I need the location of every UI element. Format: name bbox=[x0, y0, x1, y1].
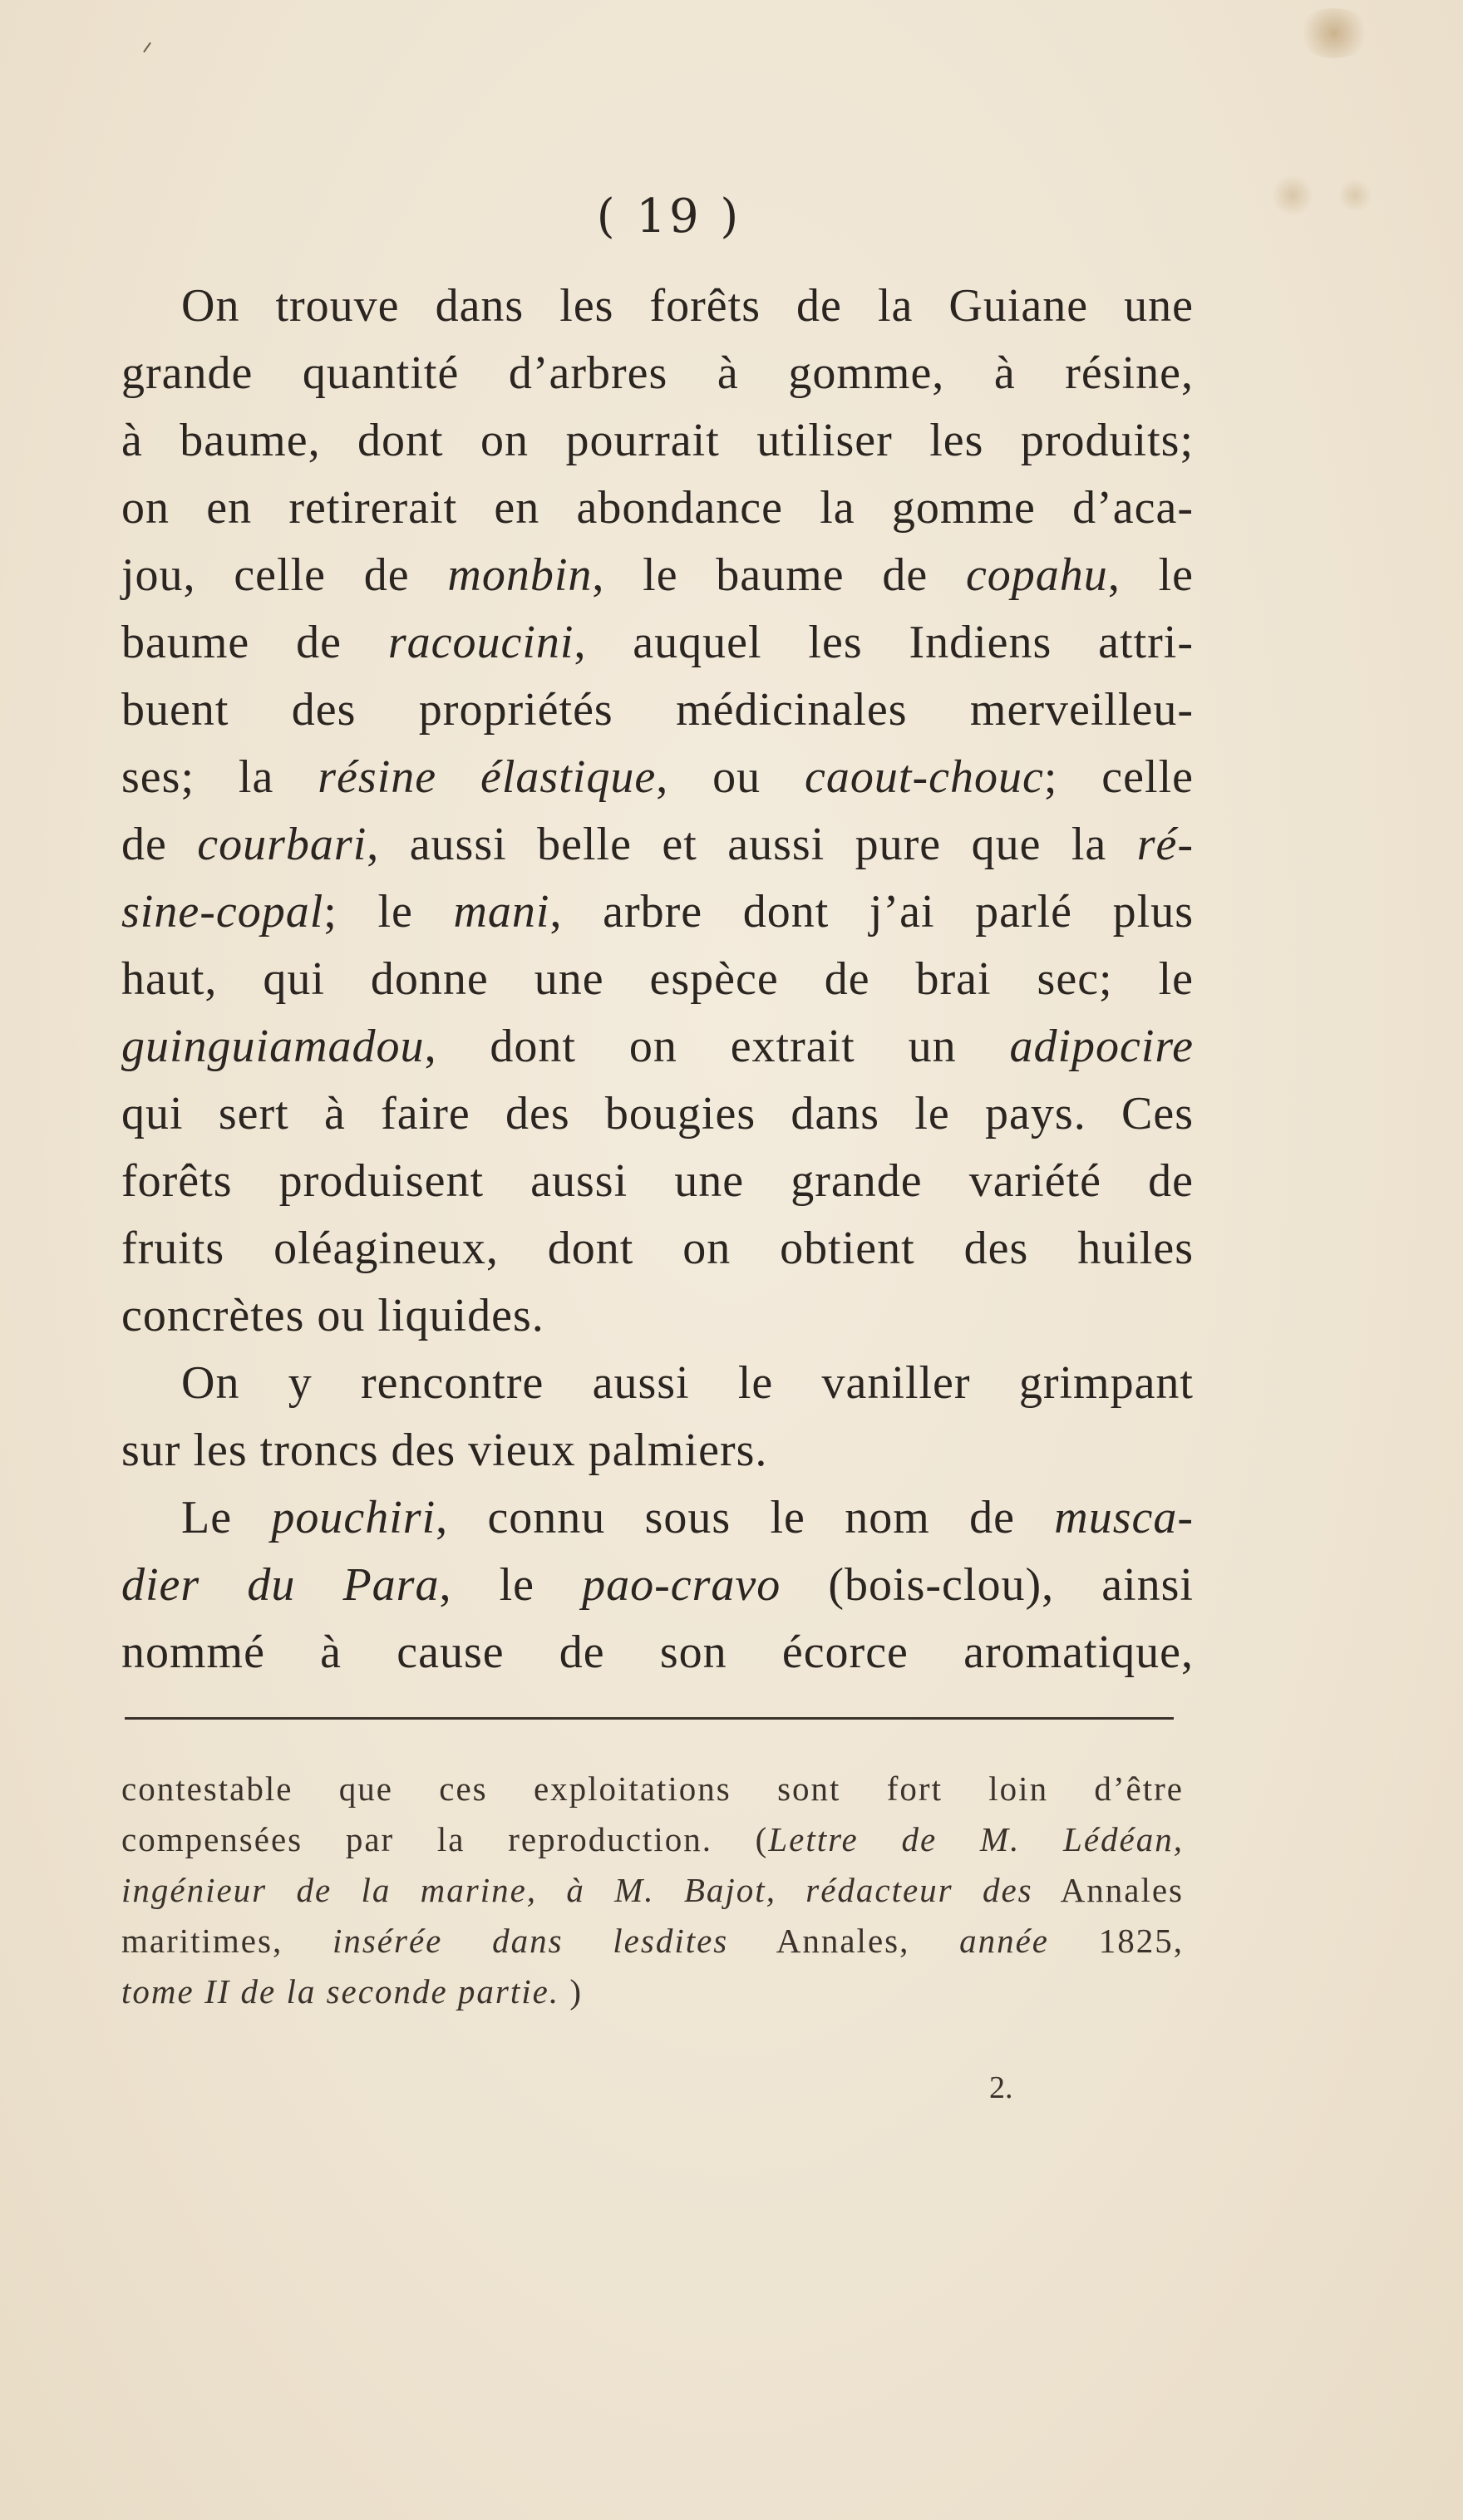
text-segment: nommé à cause de son écorce aromatique, bbox=[121, 1627, 1194, 1678]
foxing-stain bbox=[1338, 179, 1372, 212]
italic-term: monbin bbox=[447, 549, 593, 601]
text-line bbox=[121, 273, 1194, 340]
italic-term: ingénieur de la marine, à M. Bajot, rédacteur des bbox=[121, 1871, 1033, 1909]
printer-signature: 2. bbox=[989, 2070, 1013, 2105]
text-line bbox=[121, 1013, 1194, 1080]
text-segment: qui sert à faire des bougies dans le pays. Ces bbox=[121, 1088, 1194, 1139]
text-segment: à baume, dont on pourrait utiliser les produits; bbox=[121, 415, 1194, 466]
text-line bbox=[121, 475, 1194, 542]
italic-term: résine élastique bbox=[318, 751, 657, 803]
text-line bbox=[121, 946, 1194, 1013]
text-segment: sur les troncs des vieux palmiers. bbox=[121, 1425, 768, 1476]
text-segment: , le baume de bbox=[592, 549, 966, 601]
italic-term: sine-copal bbox=[121, 886, 324, 938]
italic-term: adipocire bbox=[1009, 1021, 1194, 1072]
text-segment: fruits oléagineux, dont on obtient des huiles bbox=[121, 1223, 1194, 1274]
text-segment: (bois-clou), ainsi bbox=[781, 1559, 1194, 1611]
text-segment: ; le bbox=[323, 886, 454, 938]
text-line bbox=[121, 1916, 1184, 1966]
text-line bbox=[121, 609, 1194, 677]
text-segment: haut, qui donne une espèce de brai sec; le bbox=[121, 953, 1194, 1005]
text-segment: buent des propriétés médicinales merveilleu- bbox=[121, 684, 1194, 736]
italic-term: pouchiri bbox=[271, 1492, 436, 1543]
text-segment: ses; la bbox=[121, 751, 318, 803]
text-segment: compensées par la reproduction. ( bbox=[121, 1820, 769, 1858]
text-segment: de bbox=[121, 819, 198, 870]
text-line bbox=[121, 1814, 1184, 1865]
text-line bbox=[121, 811, 1194, 879]
italic-term: année bbox=[959, 1922, 1049, 1960]
text-line bbox=[121, 407, 1194, 475]
text-segment: forêts produisent aussi une grande variété de bbox=[121, 1155, 1194, 1207]
text-line bbox=[121, 1865, 1184, 1916]
text-segment: Annales, bbox=[728, 1922, 960, 1960]
italic-term: mani bbox=[453, 886, 550, 938]
text-segment: , connu sous le nom de bbox=[436, 1492, 1055, 1543]
text-segment: , le bbox=[1107, 549, 1194, 601]
main-paragraphs bbox=[121, 273, 1194, 1686]
footnote bbox=[121, 1764, 1184, 2017]
footnote-divider bbox=[125, 1717, 1174, 1720]
text-segment: maritimes, bbox=[121, 1922, 332, 1960]
text-segment: jou, celle de bbox=[121, 549, 448, 601]
pencil-mark bbox=[143, 42, 151, 53]
text-line bbox=[121, 340, 1194, 407]
text-segment: ; celle bbox=[1043, 751, 1194, 803]
text-segment: ) bbox=[559, 1972, 583, 2011]
text-segment: On y rencontre aussi le vaniller grimpant bbox=[181, 1357, 1194, 1409]
text-segment: Annales bbox=[1032, 1871, 1185, 1909]
text-line bbox=[121, 542, 1194, 609]
text-line bbox=[121, 1282, 1194, 1350]
text-segment: on en retirerait en abondance la gomme d’aca- bbox=[121, 482, 1194, 534]
text-line bbox=[121, 1552, 1194, 1619]
text-line bbox=[121, 1484, 1194, 1552]
text-segment: contestable que ces exploitations sont fort loin d’être bbox=[121, 1769, 1184, 1808]
text-segment: baume de bbox=[121, 617, 388, 668]
italic-term: racoucini bbox=[387, 617, 574, 668]
italic-term: guinguiamadou bbox=[121, 1021, 425, 1072]
text-line bbox=[121, 1148, 1194, 1215]
text-line bbox=[121, 1619, 1194, 1686]
italic-term: musca- bbox=[1054, 1492, 1194, 1543]
text-segment: , ou bbox=[656, 751, 805, 803]
text-segment: Le bbox=[181, 1492, 272, 1543]
italic-term: dier du Para bbox=[121, 1559, 440, 1611]
page-number: ( 19 ) bbox=[596, 189, 742, 244]
italic-term: pao-cravo bbox=[582, 1559, 781, 1611]
text-line bbox=[121, 1350, 1194, 1417]
text-line bbox=[121, 744, 1194, 811]
text-segment: , auquel les Indiens attri- bbox=[574, 617, 1194, 668]
text-segment: 1825, bbox=[1049, 1922, 1184, 1960]
text-segment: grande quantité d’arbres à gomme, à résine, bbox=[121, 347, 1194, 399]
text-line bbox=[121, 879, 1194, 946]
text-segment: , arbre dont j’ai parlé plus bbox=[549, 886, 1194, 938]
text-line bbox=[121, 1764, 1184, 1814]
text-segment: concrètes ou liquides. bbox=[121, 1290, 544, 1341]
italic-term: tome II de la seconde partie. bbox=[121, 1972, 560, 2011]
italic-term: Lettre de M. Lédéan, bbox=[768, 1820, 1184, 1858]
text-line bbox=[121, 1966, 1184, 2017]
text-line bbox=[121, 1417, 1194, 1484]
foxing-stain bbox=[1297, 8, 1372, 58]
text-line bbox=[121, 1080, 1194, 1148]
text-line bbox=[121, 677, 1194, 744]
italic-term: insérée dans lesdites bbox=[332, 1922, 729, 1960]
text-segment: , le bbox=[439, 1559, 583, 1611]
text-line bbox=[121, 1215, 1194, 1282]
italic-term: copahu bbox=[965, 549, 1108, 601]
italic-term: caout-chouc bbox=[805, 751, 1044, 803]
italic-term: ré- bbox=[1136, 819, 1194, 870]
italic-term: courbari bbox=[197, 819, 367, 870]
text-segment: , dont on extrait un bbox=[424, 1021, 1010, 1072]
text-segment: On trouve dans les forêts de la Guiane une bbox=[181, 280, 1194, 332]
text-segment: , aussi belle et aussi pure que la bbox=[367, 819, 1137, 870]
